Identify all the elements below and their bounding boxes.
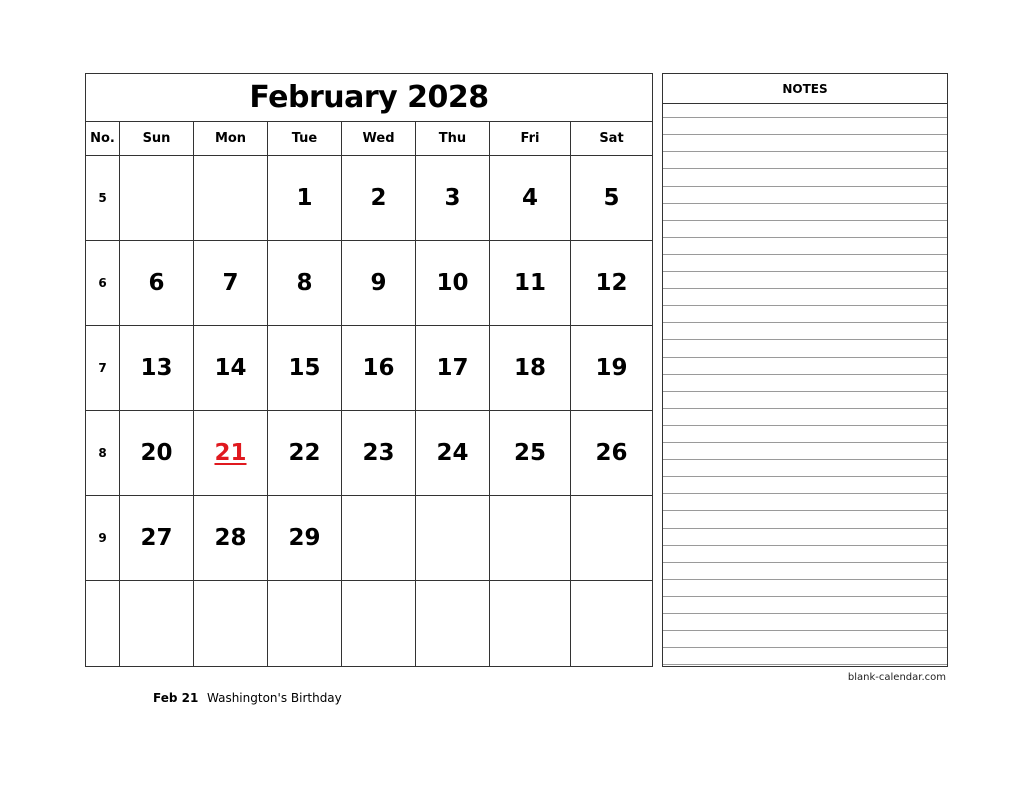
- site-credit: blank-calendar.com: [847, 672, 946, 683]
- notes-rule-line: [663, 254, 947, 255]
- notes-rule-line: [663, 596, 947, 597]
- day-number: 8: [296, 270, 313, 296]
- day-number: 6: [148, 270, 165, 296]
- notes-rule-line: [663, 220, 947, 221]
- day-cell: [416, 156, 490, 241]
- notes-rule-line: [663, 442, 947, 443]
- day-cell: [268, 156, 342, 241]
- day-number: 5: [603, 185, 620, 211]
- day-cell: [342, 496, 416, 581]
- notes-rule-line: [663, 322, 947, 323]
- day-number: 21: [214, 440, 247, 466]
- day-cell: [416, 411, 490, 496]
- day-cell: [416, 496, 490, 581]
- day-cell: [120, 326, 194, 411]
- notes-rule-line: [663, 271, 947, 272]
- day-cell: [120, 581, 194, 666]
- day-number: 3: [444, 185, 461, 211]
- notes-rule-line: [663, 339, 947, 340]
- notes-rule-line: [663, 613, 947, 614]
- notes-rule-line: [663, 459, 947, 460]
- day-cell: [268, 411, 342, 496]
- day-cell: [194, 156, 268, 241]
- day-number: 22: [288, 440, 321, 466]
- day-cell: [490, 241, 571, 326]
- day-cell: [268, 581, 342, 666]
- weekday-header-thu: Thu: [416, 122, 490, 156]
- day-cell: [194, 496, 268, 581]
- week-number: 5: [86, 156, 120, 241]
- day-number: 13: [140, 355, 173, 381]
- notes-rule-line: [663, 408, 947, 409]
- notes-rule-line: [663, 237, 947, 238]
- day-cell: [194, 241, 268, 326]
- week-number-header: No.: [86, 122, 120, 156]
- notes-rule-line: [663, 168, 947, 169]
- month-title: February 2028: [86, 74, 652, 122]
- day-number: 9: [370, 270, 387, 296]
- day-number: 1: [296, 185, 313, 211]
- week-number: 8: [86, 411, 120, 496]
- week-number: 6: [86, 241, 120, 326]
- day-cell: [342, 411, 416, 496]
- day-number: 7: [222, 270, 239, 296]
- notes-panel: [662, 73, 948, 667]
- day-number: 2: [370, 185, 387, 211]
- calendar-grid: [85, 73, 653, 667]
- day-number: 10: [436, 270, 469, 296]
- day-cell: [416, 581, 490, 666]
- day-cell: [342, 581, 416, 666]
- notes-rule-line: [663, 647, 947, 648]
- weekday-header-sat: Sat: [571, 122, 652, 156]
- notes-lines: [663, 104, 947, 666]
- day-number: 17: [436, 355, 469, 381]
- week-number: 7: [86, 326, 120, 411]
- day-cell: [120, 241, 194, 326]
- notes-rule-line: [663, 305, 947, 306]
- day-number: 26: [595, 440, 628, 466]
- day-cell: [194, 411, 268, 496]
- weekday-header-fri: Fri: [490, 122, 571, 156]
- day-cell: [490, 581, 571, 666]
- day-number: 25: [513, 440, 546, 466]
- notes-rule-line: [663, 528, 947, 529]
- day-number: 14: [214, 355, 247, 381]
- week-number: 9: [86, 496, 120, 581]
- day-number: 15: [288, 355, 321, 381]
- notes-rule-line: [663, 545, 947, 546]
- day-cell: [268, 326, 342, 411]
- holiday-date: Feb 21: [153, 691, 199, 705]
- day-cell: [194, 326, 268, 411]
- notes-rule-line: [663, 510, 947, 511]
- day-cell: [571, 156, 652, 241]
- day-cell: [490, 411, 571, 496]
- weekday-header-mon: Mon: [194, 122, 268, 156]
- notes-rule-line: [663, 391, 947, 392]
- day-cell: [571, 581, 652, 666]
- notes-rule-line: [663, 579, 947, 580]
- weekday-header-wed: Wed: [342, 122, 416, 156]
- day-number: 28: [214, 525, 247, 551]
- notes-rule-line: [663, 134, 947, 135]
- week-number: [86, 581, 120, 666]
- day-cell: [571, 241, 652, 326]
- day-cell: [342, 241, 416, 326]
- day-number: 29: [288, 525, 321, 551]
- day-cell: [490, 156, 571, 241]
- day-number: 4: [521, 185, 538, 211]
- day-cell: [571, 326, 652, 411]
- holiday-list: [153, 691, 342, 705]
- day-cell: [342, 326, 416, 411]
- notes-rule-line: [663, 664, 947, 665]
- day-cell: [342, 156, 416, 241]
- notes-rule-line: [663, 203, 947, 204]
- notes-rule-line: [663, 357, 947, 358]
- day-number: 12: [595, 270, 628, 296]
- notes-rule-line: [663, 493, 947, 494]
- notes-rule-line: [663, 117, 947, 118]
- notes-rule-line: [663, 630, 947, 631]
- holiday-name: Washington's Birthday: [207, 691, 342, 705]
- notes-rule-line: [663, 288, 947, 289]
- notes-rule-line: [663, 476, 947, 477]
- day-cell: [571, 411, 652, 496]
- day-cell: [120, 411, 194, 496]
- day-cell: [120, 496, 194, 581]
- day-cell: [194, 581, 268, 666]
- notes-rule-line: [663, 151, 947, 152]
- day-cell: [268, 496, 342, 581]
- day-cell: [120, 156, 194, 241]
- day-number: 24: [436, 440, 469, 466]
- day-cell: [490, 326, 571, 411]
- day-cell: [268, 241, 342, 326]
- day-cell: [416, 241, 490, 326]
- day-number: 11: [513, 270, 546, 296]
- day-number: 18: [513, 355, 546, 381]
- day-cell: [490, 496, 571, 581]
- notes-rule-line: [663, 374, 947, 375]
- weekday-header-tue: Tue: [268, 122, 342, 156]
- day-number: 27: [140, 525, 173, 551]
- day-number: 23: [362, 440, 395, 466]
- day-number: 20: [140, 440, 173, 466]
- notes-rule-line: [663, 186, 947, 187]
- notes-rule-line: [663, 425, 947, 426]
- holiday-entry: [153, 691, 342, 705]
- day-cell: [416, 326, 490, 411]
- weekday-header-sun: Sun: [120, 122, 194, 156]
- day-number: 19: [595, 355, 628, 381]
- notes-title: NOTES: [663, 74, 947, 104]
- calendar-table: [86, 122, 652, 666]
- notes-rule-line: [663, 562, 947, 563]
- day-cell: [571, 496, 652, 581]
- day-number: 16: [362, 355, 395, 381]
